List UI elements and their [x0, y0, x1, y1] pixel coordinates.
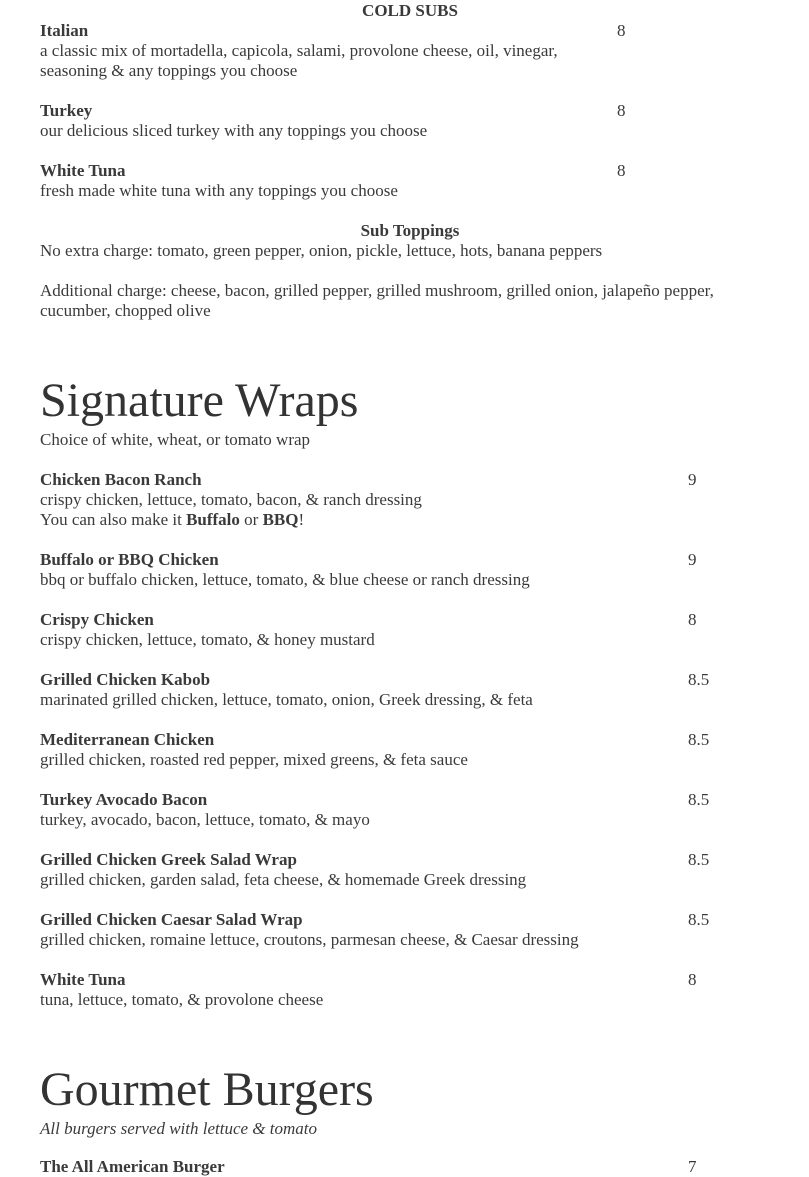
wrap-price-greek-salad-wrap: 8.5 — [688, 850, 710, 869]
wrap-price-mediterranean-chicken: 8.5 — [688, 730, 710, 749]
sub-toppings-no-extra: No extra charge: tomato, green pepper, onion, pickle, lettuce, hots, banana peppers — [40, 241, 603, 260]
wrap-extra-bbq: BBQ — [262, 510, 299, 529]
wrap-name-crispy-chicken: Crispy Chicken — [40, 610, 154, 629]
wrap-name-buffalo-bbq-chicken: Buffalo or BBQ Chicken — [40, 550, 219, 569]
wrap-price-white-tuna: 8 — [688, 970, 697, 989]
item-price-white-tuna-sub: 8 — [617, 161, 626, 180]
wrap-desc-grilled-chicken-kabob: marinated grilled chicken, lettuce, tomato, onion, Greek dressing, & feta — [40, 690, 533, 709]
wrap-extra-prefix: You can also make it — [40, 510, 187, 529]
item-price-italian: 8 — [617, 21, 626, 40]
sub-toppings-title: Sub Toppings — [360, 221, 460, 240]
wrap-price-chicken-bacon-ranch: 9 — [688, 470, 697, 489]
item-desc-italian-line1: a classic mix of mortadella, capicola, salami, provolone cheese, oil, vinegar, — [40, 41, 558, 60]
burgers-subtitle: All burgers served with lettuce & tomato — [40, 1119, 317, 1138]
wrap-price-grilled-chicken-kabob: 8.5 — [688, 670, 710, 689]
wrap-extra-suffix: ! — [298, 510, 305, 529]
item-name-italian: Italian — [40, 21, 89, 40]
wrap-desc-caesar-salad-wrap: grilled chicken, romaine lettuce, croutons, parmesan cheese, & Caesar dressing — [40, 930, 579, 949]
item-name-white-tuna-sub: White Tuna — [40, 161, 126, 180]
item-desc-italian-line2: seasoning & any toppings you choose — [40, 61, 298, 80]
wrap-desc-white-tuna: tuna, lettuce, tomato, & provolone cheese — [40, 990, 324, 1009]
sub-toppings-additional-line1: Additional charge: cheese, bacon, grilled pepper, grilled mushroom, grilled onion, jalapeño pepper, — [40, 281, 714, 300]
burger-price-all-american: 7 — [688, 1157, 697, 1176]
wrap-extra-buffalo: Buffalo — [186, 510, 240, 529]
item-name-turkey: Turkey — [40, 101, 93, 120]
wrap-extra-note — [40, 510, 304, 530]
item-price-turkey: 8 — [617, 101, 626, 120]
wrap-desc-turkey-avocado-bacon: turkey, avocado, bacon, lettuce, tomato, & mayo — [40, 810, 370, 829]
wrap-name-white-tuna: White Tuna — [40, 970, 126, 989]
wrap-price-buffalo-bbq-chicken: 9 — [688, 550, 697, 569]
wrap-name-chicken-bacon-ranch: Chicken Bacon Ranch — [40, 470, 202, 489]
cold-subs-title: COLD SUBS — [362, 1, 458, 20]
wrap-desc-mediterranean-chicken: grilled chicken, roasted red pepper, mixed greens, & feta sauce — [40, 750, 468, 769]
wrap-desc-chicken-bacon-ranch: crispy chicken, lettuce, tomato, bacon, & ranch dressing — [40, 490, 422, 509]
wrap-extra-mid: or — [239, 510, 263, 529]
wraps-subtitle: Choice of white, wheat, or tomato wrap — [40, 430, 311, 449]
wrap-desc-buffalo-bbq-chicken: bbq or buffalo chicken, lettuce, tomato, & blue cheese or ranch dressing — [40, 570, 530, 589]
wraps-heading: Signature Wraps — [40, 374, 359, 427]
wrap-desc-greek-salad-wrap: grilled chicken, garden salad, feta cheese, & homemade Greek dressing — [40, 870, 527, 889]
burger-name-all-american: The All American Burger — [40, 1157, 225, 1176]
wrap-name-greek-salad-wrap: Grilled Chicken Greek Salad Wrap — [40, 850, 297, 869]
wrap-name-turkey-avocado-bacon: Turkey Avocado Bacon — [40, 790, 208, 809]
wrap-name-caesar-salad-wrap: Grilled Chicken Caesar Salad Wrap — [40, 910, 303, 929]
item-desc-turkey: our delicious sliced turkey with any toppings you choose — [40, 121, 428, 140]
wrap-name-mediterranean-chicken: Mediterranean Chicken — [40, 730, 215, 749]
sub-toppings-additional-line2: cucumber, chopped olive — [40, 301, 211, 320]
wrap-name-grilled-chicken-kabob: Grilled Chicken Kabob — [40, 670, 211, 689]
burgers-heading: Gourmet Burgers — [40, 1063, 374, 1116]
wrap-price-caesar-salad-wrap: 8.5 — [688, 910, 710, 929]
wrap-price-turkey-avocado-bacon: 8.5 — [688, 790, 710, 809]
item-desc-white-tuna-sub: fresh made white tuna with any toppings you choose — [40, 181, 398, 200]
wrap-price-crispy-chicken: 8 — [688, 610, 697, 629]
wrap-desc-crispy-chicken: crispy chicken, lettuce, tomato, & honey mustard — [40, 630, 375, 649]
